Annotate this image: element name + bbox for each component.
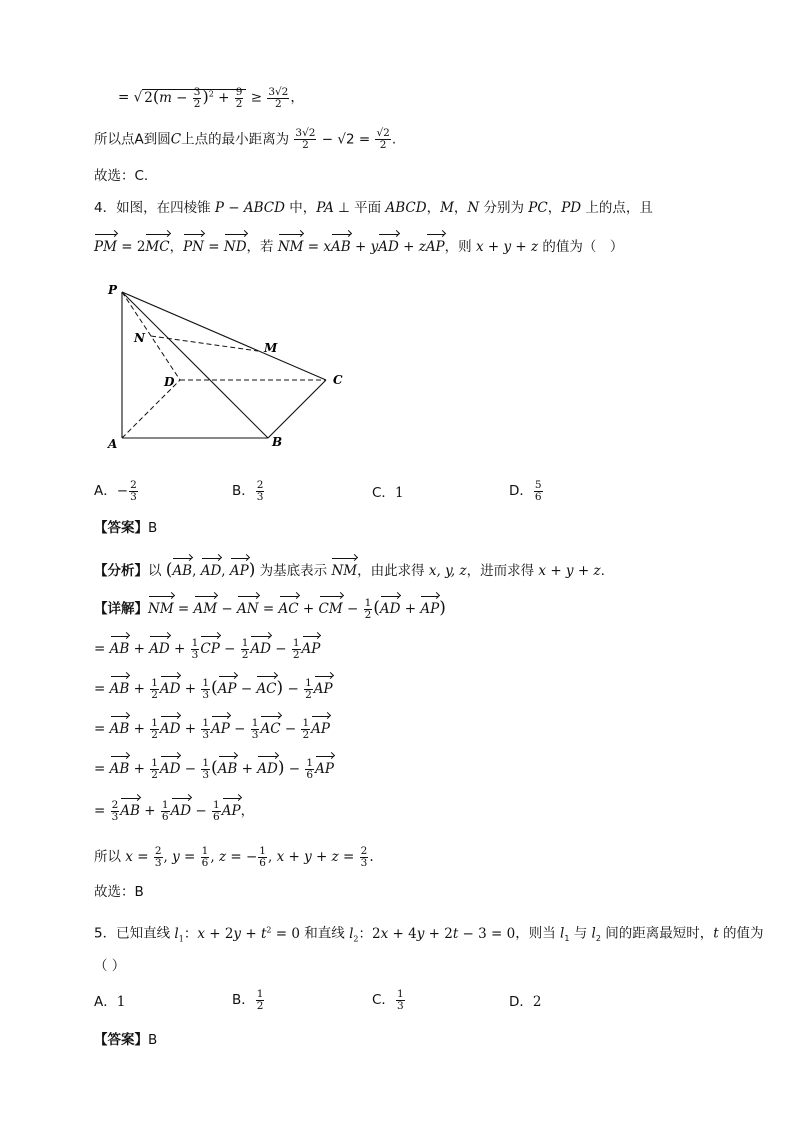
q4-analysis: 【分析】以 (AB, AD, AP) 为基底表示 NM，由此求得 x, y, z，进而求得 x + y + z. [94, 556, 605, 581]
q4-option-a[interactable]: A．− $\frac{2}{3}$ [94, 479, 137, 503]
q4-detail-step-4: = AB + $\frac{1}{2}$ AD − $\frac{1}{3}$ (AB + AD) − $\frac{1}{6}$ AP [94, 754, 334, 781]
q4-detail-step-3: = AB + $\frac{1}{2}$ AD + $\frac{1}{3}$ AP − $\frac{1}{3}$ AC − $\frac{1}{2}$ AP [94, 714, 330, 741]
q4-option-a-letter: A． [94, 483, 117, 499]
q4-answer [94, 518, 157, 538]
q4-detail-step-2: = AB + $\frac{1}{2}$ AD + $\frac{1}{3}$ (AP − AC) − $\frac{1}{2}$ AP [94, 674, 333, 701]
pyramid-figure [100, 280, 360, 450]
q4-option-d[interactable]: D． $\frac{5}{6}$ [509, 479, 542, 503]
label-m: M [264, 341, 278, 355]
q5-option-d[interactable] [509, 992, 542, 1012]
edge-bc [268, 380, 326, 438]
q4-option-c-value: 1 [394, 485, 404, 501]
q5-option-a[interactable] [94, 992, 125, 1012]
q4-answer-tag: 【答案】 [94, 520, 148, 536]
q5-option-a-value: 1 [116, 994, 126, 1010]
q4-stem-line2: PM = 2MC，PN = ND，若 NM = xAB + yAD + zAP，则 x + y + z 的值为（ ） [94, 232, 623, 257]
prev-answer: 故选：C. [94, 168, 149, 184]
q4-conclusion: 所以 x = $\frac{2}{3}$ , y = $\frac{1}{6}$ , z = − $\frac{1}{6}$ , x + y + z = $\frac{2}{3}$ . [94, 845, 374, 869]
q5-option-a-letter: A． [94, 994, 117, 1010]
q5-option-c-letter: C． [372, 992, 395, 1008]
q4-detail-step-0: 【详解】NM = AM − AN = AC + CM − $\frac{1}{2}$ (AD + AP) [94, 594, 446, 621]
label-a: A [108, 437, 118, 450]
q5-option-d-value: 2 [532, 994, 542, 1010]
label-p: P [108, 283, 118, 297]
q5-stem-line1: 5．已知直线 $l_1$：$x + 2y + t^2 = 0$ 和直线 $l_2$：2x + 4y + 2t − 3 = 0，则当 $l_1$ 与 $l_2$ 间的距离最短时，t 的值为 [94, 925, 764, 944]
q4-detail-step-5: = $\frac{2}{3}$ AB + $\frac{1}{6}$ AD − $\frac{1}{6}$ AP， [94, 796, 254, 823]
q5-option-d-letter: D． [509, 994, 533, 1010]
edge-pb [122, 292, 268, 438]
q5-option-b-letter: B． [232, 992, 255, 1008]
q4-option-d-letter: D． [509, 483, 533, 499]
q4-option-c-letter: C． [372, 485, 395, 501]
q4-option-c[interactable] [372, 483, 404, 503]
label-c: C [333, 373, 343, 387]
q5-number: 5． [94, 925, 117, 942]
q5-answer-tag: 【答案】 [94, 1032, 148, 1048]
q4-final-answer: 故选：B [94, 884, 144, 900]
q5-answer-value: B [148, 1032, 158, 1048]
q4-number: 4． [94, 200, 117, 216]
q5-answer [94, 1030, 157, 1050]
q4-detail-step-1: = AB + AD + $\frac{1}{3}$ CP − $\frac{1}{2}$ AD − $\frac{1}{2}$ AP [94, 634, 320, 661]
q4-answer-value: B [148, 520, 158, 536]
prev-expr: = √ 2(m − $\frac{3}{2}$ )$^2$ + $\frac{9}{2}$ ≥ $\frac{3√2}{2}$ ， [118, 85, 304, 110]
q5-stem-line2: （ ） [94, 958, 126, 974]
q4-option-b-letter: B． [232, 483, 255, 499]
q5-option-b[interactable]: B． $\frac{1}{2}$ [232, 988, 264, 1012]
q4-analysis-tag: 【分析】 [94, 563, 148, 579]
label-d: D [164, 375, 175, 389]
q5-option-c[interactable]: C． $\frac{1}{3}$ [372, 988, 404, 1012]
q4-stem-line1: 4．如图，在四棱锥 P − ABCD 中，PA ⊥ 平面 ABCD，M，N 分别为 PC，PD 上的点，且 [94, 200, 653, 216]
prev-conclusion: 所以点A到圆C上点的最小距离为 $\frac{3√2}{2}$ − √2 = $\frac{√2}{2}$ . [94, 127, 397, 151]
q4-detail-tag: 【详解】 [94, 601, 148, 617]
q4-option-b[interactable]: B． $\frac{2}{3}$ [232, 479, 264, 503]
label-n: N [134, 331, 145, 345]
label-b: B [272, 435, 283, 449]
